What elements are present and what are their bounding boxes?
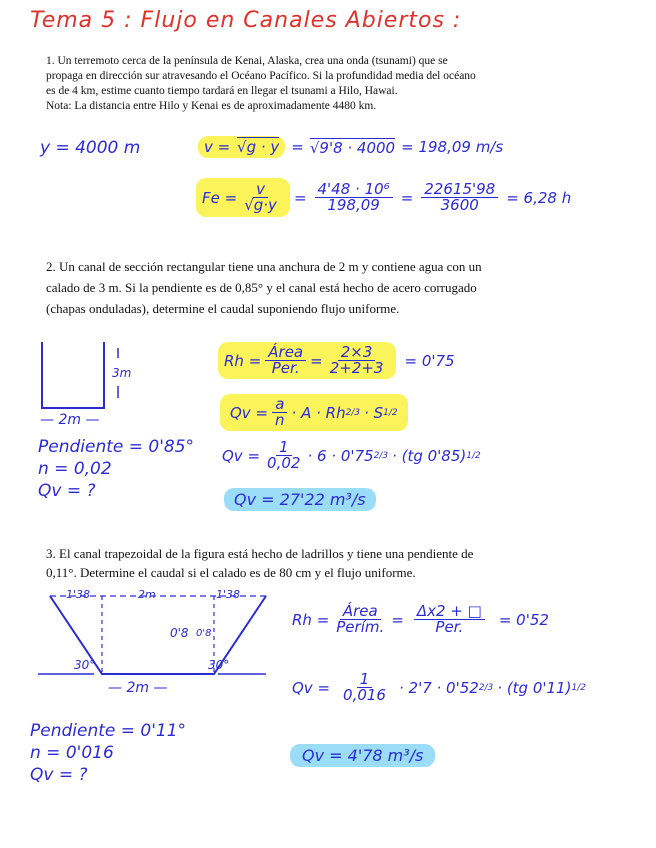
- p2-given-slope: Pendiente = 0'85°: [38, 437, 195, 457]
- p1-fe-lhs: Fe =: [202, 188, 238, 207]
- p3-rh-result: = 0'52: [498, 610, 549, 629]
- problem-3-statement: 3. El canal trapezoidal de la figura está hecho de ladrillos y tiene una pendiente de 0,11°. Determine el caudal si el calado es de 80 cm y el flujo uniforme.: [46, 546, 474, 580]
- p2-rh-result: = 0'75: [404, 351, 455, 370]
- problem-2-statement: 2. Un canal de sección rectangular tiene una anchura de 2 m y contiene agua con un calado de 3 m. Si la pendiente es de 0,85° y el canal está hecho de acero corrugado (chapas onduladas), determine el caudal suponiendo flujo uniforme.: [46, 259, 482, 316]
- p3-given-n: n = 0'016: [30, 743, 114, 763]
- p1-v-sqrt2: √9'8 · 4000: [309, 138, 396, 157]
- p1-fe-frac2: $\frac{\text{4'48 · 10⁶}}{198,09}$: [315, 182, 393, 213]
- problem-1-text: 1. Un terremoto cerca de la península de Kenai, Alaska, crea una onda (tsunami) que se propaga en dirección sur atravesando el Océano Pacífico. Si la profundidad media del océano es de 4 km, estime cuanto tiempo tardará en llegar el tsunami a Hilo, Hawai.: [46, 55, 476, 97]
- p1-fe-result: = 6,28 h: [506, 188, 572, 207]
- p2-qv-general-formula: Qv = $\frac{a}{n}$ · A · Rh 2/3 · S 1/2: [220, 394, 408, 431]
- p3-dim-depth: 0'8: [170, 626, 189, 640]
- p3-dim-left: 1'38: [66, 588, 91, 601]
- p2-givens: [38, 436, 194, 502]
- p1-v-eq: =: [291, 138, 304, 156]
- p1-fe-frac1: $\frac{v}{√g\cdot y}$: [244, 180, 277, 214]
- p1-time-formula: Fe = $\frac{v}{√g\cdot y}$ = $\frac{\text{4'48 · 10⁶}}{198,09}$ = $\frac{22615'98}{3600}$ = 6,28 h: [196, 178, 571, 217]
- problem-1-note: Nota: La distancia entre Hilo y Kenai es de aproximadamente 4480 km.: [46, 100, 377, 112]
- p1-given-y: y = 4000 m: [40, 138, 141, 158]
- p3-dim-depth-right: 0'8: [196, 628, 212, 639]
- p2-answer: Qv = 27'22 m³/s: [224, 488, 376, 511]
- p3-rh-formula: Rh = $\frac{\text{Área}}{\text{Perím.}}$ = $\frac{\Delta x2 + □}{\text{Per.}}$ = 0'52: [292, 602, 549, 636]
- p2-qv-substituted: Qv = $\frac{1}{0,02}$ · 6 · 0'75 2/3 · (tg 0'85) 1/2: [222, 438, 481, 472]
- p1-v-sqrt1: √g · y: [237, 138, 280, 156]
- p3-angle-left: 30°: [74, 658, 96, 672]
- page-title: Tema 5 : Flujo en Canales Abiertos :: [30, 8, 462, 33]
- p3-answer: Qv = 4'78 m³/s: [290, 744, 435, 767]
- p1-fe-frac3: $\frac{22615'98}{3600}$: [421, 182, 498, 213]
- problem-1-statement: [46, 54, 486, 114]
- p1-velocity-formula: [198, 136, 503, 158]
- p3-given-slope: Pendiente = 0'11°: [30, 721, 187, 741]
- p3-dim-mid: 2m: [138, 588, 156, 601]
- p1-v-result: = 198,09 m/s: [401, 138, 504, 156]
- p2-given-n: n = 0,02: [38, 459, 112, 479]
- p3-dim-bottom: — 2m —: [108, 680, 168, 696]
- p1-v-lhs: v =: [204, 138, 231, 156]
- p3-givens: [30, 720, 186, 786]
- p3-given-qv: Qv = ?: [30, 765, 88, 785]
- p3-dim-right: 1'38: [216, 588, 241, 601]
- p3-angle-right: 30°: [208, 658, 230, 672]
- p3-qv-substituted: Qv = $\frac{1}{0,016}$ · 2'7 · 0'52 2/3 · (tg 0'11) 1/2: [292, 670, 586, 704]
- p2-given-qv: Qv = ?: [38, 481, 96, 501]
- p2-rh-formula: Rh = $\frac{\text{Área}}{\text{Per.}}$ = $\frac{2\times 3}{2+2+3}$ = 0'75: [218, 342, 455, 379]
- p2-diagram-width: — 2m —: [40, 412, 100, 428]
- p2-diagram-height: 3m: [112, 366, 132, 380]
